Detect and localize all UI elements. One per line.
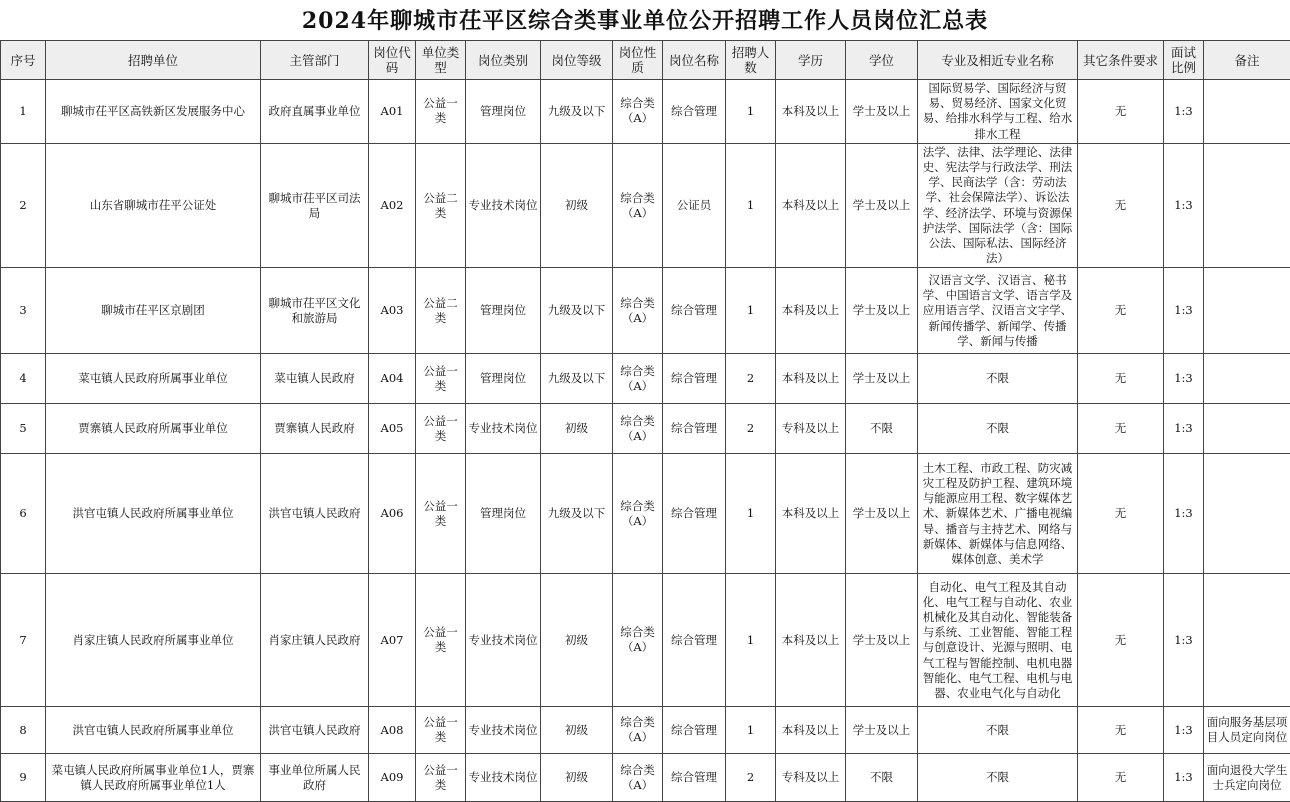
- cell-seq: 2: [1, 143, 46, 268]
- positions-table: [0, 40, 1290, 802]
- cell-education: 本科及以上: [776, 574, 846, 707]
- cell-level: 初级: [541, 404, 613, 454]
- cell-other-requirements: 无: [1078, 707, 1164, 754]
- cell-count: 1: [726, 574, 776, 707]
- cell-remarks: [1204, 80, 1290, 144]
- cell-other-requirements: 无: [1078, 404, 1164, 454]
- cell-seq: 4: [1, 354, 46, 404]
- table-row: [1, 268, 1290, 354]
- cell-major: 法学、法律、法学理论、法律史、宪法学与行政法学、刑法学、民商法学（含：劳动法学、社会保障法学）、诉讼法学、经济法学、环境与资源保护法学、国际法学（含：国际公法、国际私法、国际经济法）: [918, 143, 1078, 268]
- cell-interview-ratio: 1:3: [1164, 574, 1204, 707]
- cell-department: 政府直属事业单位: [261, 80, 369, 144]
- cell-major: 不限: [918, 707, 1078, 754]
- cell-code: A09: [369, 754, 416, 802]
- cell-other-requirements: 无: [1078, 574, 1164, 707]
- cell-category: 管理岗位: [466, 454, 541, 574]
- cell-interview-ratio: 1:3: [1164, 454, 1204, 574]
- cell-nature: 综合类（A）: [613, 454, 663, 574]
- cell-post-name: 综合管理: [663, 354, 726, 404]
- header-code: 岗位代码: [369, 41, 416, 80]
- cell-education: 本科及以上: [776, 143, 846, 268]
- header-degree: 学位: [846, 41, 918, 80]
- cell-seq: 9: [1, 754, 46, 802]
- cell-level: 初级: [541, 143, 613, 268]
- cell-unit: 洪官屯镇人民政府所属事业单位: [46, 454, 261, 574]
- cell-post-name: 综合管理: [663, 574, 726, 707]
- cell-category: 专业技术岗位: [466, 754, 541, 802]
- cell-other-requirements: 无: [1078, 268, 1164, 354]
- cell-education: 专科及以上: [776, 754, 846, 802]
- cell-category: 管理岗位: [466, 354, 541, 404]
- header-other-requirements: 其它条件要求: [1078, 41, 1164, 80]
- cell-level: 初级: [541, 754, 613, 802]
- cell-unit: 聊城市茌平区京剧团: [46, 268, 261, 354]
- header-unit: 招聘单位: [46, 41, 261, 80]
- table-row: [1, 454, 1290, 574]
- cell-degree: 不限: [846, 404, 918, 454]
- cell-other-requirements: 无: [1078, 754, 1164, 802]
- cell-nature: 综合类（A）: [613, 574, 663, 707]
- header-seq: 序号: [1, 41, 46, 80]
- cell-category: 管理岗位: [466, 268, 541, 354]
- cell-count: 2: [726, 754, 776, 802]
- table-row: [1, 80, 1290, 144]
- cell-department: 聊城市茌平区文化和旅游局: [261, 268, 369, 354]
- cell-code: A04: [369, 354, 416, 404]
- cell-unit-type: 公益二类: [416, 268, 466, 354]
- cell-interview-ratio: 1:3: [1164, 268, 1204, 354]
- table-row: [1, 404, 1290, 454]
- cell-education: 本科及以上: [776, 268, 846, 354]
- cell-seq: 7: [1, 574, 46, 707]
- cell-post-name: 综合管理: [663, 707, 726, 754]
- cell-interview-ratio: 1:3: [1164, 80, 1204, 144]
- header-interview-ratio: 面试比例: [1164, 41, 1204, 80]
- cell-level: 九级及以下: [541, 454, 613, 574]
- cell-education: 本科及以上: [776, 454, 846, 574]
- cell-major: 不限: [918, 404, 1078, 454]
- cell-seq: 6: [1, 454, 46, 574]
- cell-unit-type: 公益二类: [416, 143, 466, 268]
- table-row: [1, 143, 1290, 268]
- cell-major: 汉语言文学、汉语言、秘书学、中国语言文学、语言学及应用语言学、汉语言文字学、新闻传播学、新闻学、传播学、新闻与传播: [918, 268, 1078, 354]
- cell-remarks: [1204, 143, 1290, 268]
- cell-seq: 3: [1, 268, 46, 354]
- cell-unit-type: 公益一类: [416, 707, 466, 754]
- cell-degree: 学士及以上: [846, 707, 918, 754]
- cell-degree: 学士及以上: [846, 454, 918, 574]
- page-title: 2024年聊城市茌平区综合类事业单位公开招聘工作人员岗位汇总表: [0, 0, 1290, 40]
- cell-education: 本科及以上: [776, 354, 846, 404]
- cell-unit-type: 公益一类: [416, 354, 466, 404]
- header-level: 岗位等级: [541, 41, 613, 80]
- cell-education: 本科及以上: [776, 80, 846, 144]
- cell-unit-type: 公益一类: [416, 574, 466, 707]
- cell-unit-type: 公益一类: [416, 80, 466, 144]
- cell-interview-ratio: 1:3: [1164, 707, 1204, 754]
- header-nature: 岗位性质: [613, 41, 663, 80]
- header-department: 主管部门: [261, 41, 369, 80]
- cell-post-name: 综合管理: [663, 268, 726, 354]
- cell-code: A07: [369, 574, 416, 707]
- cell-degree: 学士及以上: [846, 354, 918, 404]
- cell-department: 事业单位所属人民政府: [261, 754, 369, 802]
- cell-code: A05: [369, 404, 416, 454]
- cell-nature: 综合类（A）: [613, 354, 663, 404]
- header-count: 招聘人数: [726, 41, 776, 80]
- cell-category: 专业技术岗位: [466, 574, 541, 707]
- cell-other-requirements: 无: [1078, 354, 1164, 404]
- table-row: [1, 354, 1290, 404]
- cell-count: 2: [726, 404, 776, 454]
- cell-unit: 肖家庄镇人民政府所属事业单位: [46, 574, 261, 707]
- header-unit-type: 单位类型: [416, 41, 466, 80]
- cell-remarks: [1204, 404, 1290, 454]
- cell-remarks: 面向服务基层项目人员定向岗位: [1204, 707, 1290, 754]
- cell-major: 不限: [918, 754, 1078, 802]
- cell-degree: 学士及以上: [846, 268, 918, 354]
- cell-category: 专业技术岗位: [466, 143, 541, 268]
- cell-unit-type: 公益一类: [416, 404, 466, 454]
- cell-nature: 综合类（A）: [613, 268, 663, 354]
- cell-interview-ratio: 1:3: [1164, 404, 1204, 454]
- cell-nature: 综合类（A）: [613, 143, 663, 268]
- cell-remarks: [1204, 268, 1290, 354]
- cell-nature: 综合类（A）: [613, 707, 663, 754]
- header-remarks: 备注: [1204, 41, 1290, 80]
- cell-unit: 山东省聊城市茌平公证处: [46, 143, 261, 268]
- table-row: [1, 754, 1290, 802]
- cell-department: 肖家庄镇人民政府: [261, 574, 369, 707]
- header-major: 专业及相近专业名称: [918, 41, 1078, 80]
- cell-post-name: 综合管理: [663, 754, 726, 802]
- cell-unit: 菜屯镇人民政府所属事业单位: [46, 354, 261, 404]
- cell-major: 土木工程、市政工程、防灾减灾工程及防护工程、建筑环境与能源应用工程、数字媒体艺术、新媒体艺术、广播电视编导、播音与主持艺术、网络与新媒体、新媒体与信息网络、媒体创意、美术学: [918, 454, 1078, 574]
- cell-code: A08: [369, 707, 416, 754]
- cell-education: 专科及以上: [776, 404, 846, 454]
- cell-count: 2: [726, 354, 776, 404]
- cell-category: 专业技术岗位: [466, 404, 541, 454]
- cell-degree: 不限: [846, 754, 918, 802]
- cell-unit: 菜屯镇人民政府所属事业单位1人，贾寨镇人民政府所属事业单位1人: [46, 754, 261, 802]
- header-category: 岗位类别: [466, 41, 541, 80]
- cell-education: 本科及以上: [776, 707, 846, 754]
- cell-count: 1: [726, 707, 776, 754]
- table-row: [1, 574, 1290, 707]
- cell-other-requirements: 无: [1078, 454, 1164, 574]
- cell-interview-ratio: 1:3: [1164, 143, 1204, 268]
- cell-count: 1: [726, 454, 776, 574]
- cell-unit-type: 公益一类: [416, 754, 466, 802]
- cell-post-name: 综合管理: [663, 454, 726, 574]
- cell-level: 初级: [541, 574, 613, 707]
- cell-major: 国际贸易学、国际经济与贸易、贸易经济、国家文化贸易、给排水科学与工程、给水排水工程: [918, 80, 1078, 144]
- cell-other-requirements: 无: [1078, 143, 1164, 268]
- cell-seq: 1: [1, 80, 46, 144]
- cell-seq: 5: [1, 404, 46, 454]
- cell-code: A01: [369, 80, 416, 144]
- cell-other-requirements: 无: [1078, 80, 1164, 144]
- cell-level: 九级及以下: [541, 268, 613, 354]
- cell-department: 贾寨镇人民政府: [261, 404, 369, 454]
- cell-count: 1: [726, 143, 776, 268]
- cell-code: A02: [369, 143, 416, 268]
- cell-remarks: [1204, 354, 1290, 404]
- cell-degree: 学士及以上: [846, 80, 918, 144]
- cell-major: 自动化、电气工程及其自动化、电气工程与自动化、农业机械化及其自动化、智能装备与系统、工业智能、智能工程与创意设计、光源与照明、电气工程与智能控制、电机电器智能化、电气工程、电机与电器、农业电气化与自动化: [918, 574, 1078, 707]
- cell-degree: 学士及以上: [846, 574, 918, 707]
- header-education: 学历: [776, 41, 846, 80]
- cell-unit: 贾寨镇人民政府所属事业单位: [46, 404, 261, 454]
- cell-degree: 学士及以上: [846, 143, 918, 268]
- cell-nature: 综合类（A）: [613, 404, 663, 454]
- cell-nature: 综合类（A）: [613, 754, 663, 802]
- cell-department: 洪官屯镇人民政府: [261, 707, 369, 754]
- table-row: [1, 707, 1290, 754]
- cell-count: 1: [726, 268, 776, 354]
- cell-department: 菜屯镇人民政府: [261, 354, 369, 404]
- cell-post-name: 综合管理: [663, 80, 726, 144]
- cell-level: 九级及以下: [541, 354, 613, 404]
- cell-department: 聊城市茌平区司法局: [261, 143, 369, 268]
- cell-department: 洪官屯镇人民政府: [261, 454, 369, 574]
- cell-unit-type: 公益一类: [416, 454, 466, 574]
- cell-count: 1: [726, 80, 776, 144]
- cell-unit: 洪官屯镇人民政府所属事业单位: [46, 707, 261, 754]
- cell-major: 不限: [918, 354, 1078, 404]
- cell-interview-ratio: 1:3: [1164, 754, 1204, 802]
- cell-code: A06: [369, 454, 416, 574]
- cell-unit: 聊城市茌平区高铁新区发展服务中心: [46, 80, 261, 144]
- cell-level: 九级及以下: [541, 80, 613, 144]
- cell-seq: 8: [1, 707, 46, 754]
- header-post-name: 岗位名称: [663, 41, 726, 80]
- cell-category: 专业技术岗位: [466, 707, 541, 754]
- cell-post-name: 公证员: [663, 143, 726, 268]
- table-header-row: [1, 41, 1290, 80]
- cell-interview-ratio: 1:3: [1164, 354, 1204, 404]
- cell-remarks: [1204, 454, 1290, 574]
- cell-category: 管理岗位: [466, 80, 541, 144]
- cell-post-name: 综合管理: [663, 404, 726, 454]
- cell-remarks: 面向退役大学生士兵定向岗位: [1204, 754, 1290, 802]
- cell-nature: 综合类（A）: [613, 80, 663, 144]
- cell-code: A03: [369, 268, 416, 354]
- cell-remarks: [1204, 574, 1290, 707]
- cell-level: 初级: [541, 707, 613, 754]
